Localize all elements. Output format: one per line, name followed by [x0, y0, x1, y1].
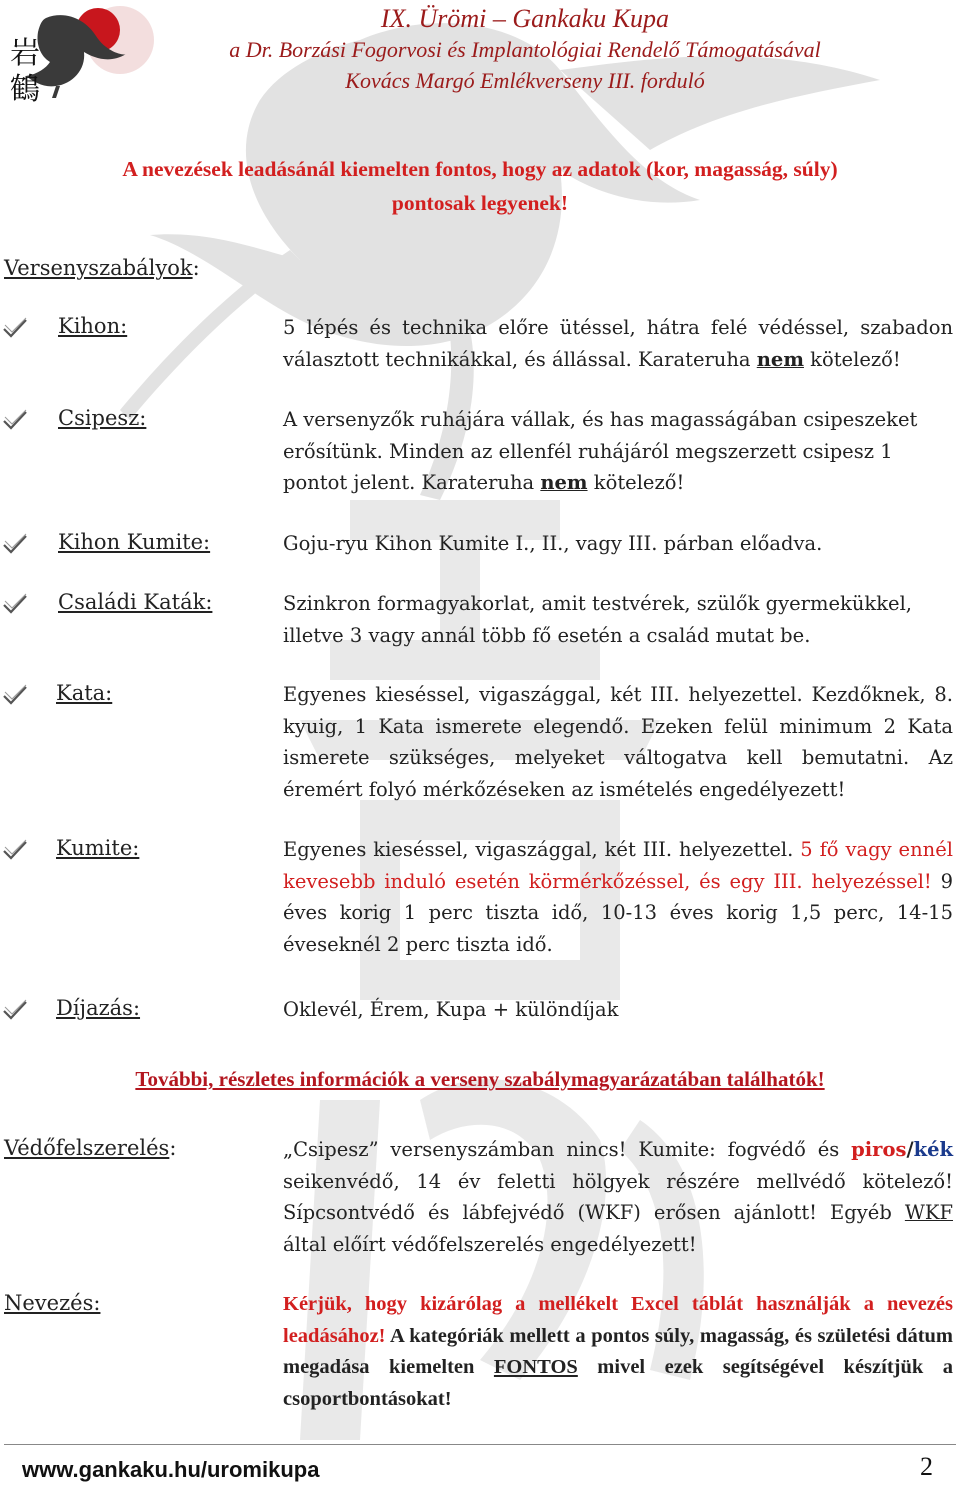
equipment-label-text: Védőfelszerelés [4, 1136, 170, 1160]
rule-text-kihon-main: 5 lépés és technika előre ütéssel, hátra felé védéssel, szabadon választott technikákkal, és állással. Karateruha [283, 316, 953, 371]
equipment-wkf: WKF [904, 1201, 953, 1224]
equipment-text-2: seikenvédő, 14 év feletti hölgyek részére mellvédő kötelező! Sípcsontvédő és lábfejvédő (WKF) erősen ajánlott! Egyéb [283, 1169, 953, 1224]
footer-divider [4, 1444, 956, 1445]
rules-heading [4, 256, 200, 280]
logo-char-2: 鶴 [10, 72, 40, 107]
rule-label-kihon: Kihon: [58, 314, 128, 338]
entry-text-red: Kérjük, hogy kizárólag a mellékelt Excel táblát használják a nevezés leadásához! [283, 1293, 953, 1347]
entry-text [283, 1289, 953, 1415]
rule-text-kihon-kumite: Goju-ryu Kihon Kumite I., II., vagy III. párban előadva. [283, 532, 823, 555]
check-icon [2, 593, 28, 615]
rule-label-kumite: Kumite: [56, 836, 140, 860]
equipment-label-colon: : [169, 1136, 177, 1160]
entry-text-bold-2: mivel ezek segítségével készítjük a csoportbontásokat! [283, 1356, 954, 1410]
rule-text-dijazas: Oklevél, Érem, Kupa + különdíjak [283, 998, 619, 1021]
more-info-note: További, részletes információk a verseny szabálymagyarázatában találhatók! [135, 1067, 825, 1091]
check-icon [2, 684, 28, 706]
rule-text-kumite [283, 834, 953, 960]
equipment-text-3: által előírt védőfelszerelés engedélyezett! [283, 1232, 697, 1256]
rule-text-kihon-nem: nem [756, 347, 804, 371]
rules-heading-colon: : [192, 256, 200, 280]
entry-text-fontos: FONTOS [493, 1356, 578, 1378]
rule-label-kihon-kumite: Kihon Kumite: [58, 530, 211, 554]
entry-label: Nevezés: [4, 1291, 101, 1315]
header-title: IX. Ürömi – Gankaku Kupa [380, 4, 670, 33]
check-icon [2, 839, 28, 861]
rule-label-dijazas: Díjazás: [56, 996, 141, 1020]
rule-text-kumite-after: 9 éves korig 1 perc tiszta idő, 10-13 éves korig 1,5 perc, 14-15 éveseknél 2 perc tiszta idő. [283, 869, 954, 956]
header-subtitle: a Dr. Borzási Fogorvosi és Implantológiai Rendelő Támogatásával [229, 37, 821, 62]
equipment-text [283, 1134, 953, 1260]
rule-text-kumite-main: Egyenes kieséssel, vigaszággal, két III. helyezettel. [283, 838, 794, 861]
notice-line-1: A nevezések leadásánál kiemelten fontos, hogy az adatok (kor, magasság, súly) [122, 157, 838, 181]
page-number: 2 [920, 1452, 933, 1481]
rule-text-csaladi-katak: Szinkron formagyakorlat, amit testvérek, szülők gyermekükkel, illetve 3 vagy annál több fő esetén a család mutat be. [283, 592, 912, 647]
equipment-slash: / [906, 1138, 914, 1161]
equipment-label [4, 1136, 176, 1160]
rule-text-csipesz-after: kötelező! [587, 471, 685, 494]
rule-text-csipesz-main: A versenyzők ruhájára vállak, és has magasságában csipeszeket erősítünk. Minden az ellenfél ruhájáról megszerzett csipesz 1 pontot jelent. Karateruha [283, 408, 918, 494]
rule-label-csipesz: Csipesz: [58, 406, 147, 430]
rule-text-kata: Egyenes kieséssel, vigaszággal, két III. helyezettel. Kezdőknek, 8. kyuig, 1 Kata ismerete elegendő. Ezeken felül minimum 2 Kata ismerete szükséges, melyeket váltogatva kell bemutatni. Az éremért folyó mérkőzéseken az ismételés engedélyezett! [283, 683, 953, 801]
rule-text-kumite-red: 5 fő vagy ennél kevesebb induló esetén körmérkőzéssel, és egy III. helyezéssel! [283, 838, 953, 893]
check-icon [2, 999, 28, 1021]
notice-line-2: pontosak legyenek! [391, 191, 569, 215]
footer-url[interactable]: www.gankaku.hu/uromikupa [22, 1457, 320, 1482]
check-icon [2, 533, 28, 555]
rule-text-kihon [283, 312, 953, 375]
check-icon [2, 317, 28, 339]
header-event-name: Kovács Margó Emlékverseny III. forduló [345, 68, 705, 93]
rule-label-csaladi-katak: Családi Katák: [58, 590, 213, 614]
equipment-kek: kék [913, 1138, 953, 1161]
equipment-piros: piros [851, 1138, 907, 1161]
equipment-text-1: „Csipesz” versenyszámban nincs! Kumite: fogvédő és [283, 1138, 852, 1161]
logo-char-1: 岩 [10, 36, 40, 71]
rules-heading-text: Versenyszabályok [4, 256, 193, 280]
check-icon [2, 409, 28, 431]
entry-text-bold-1: A kategóriák mellett a pontos súly, magasság, és születési dátum megadása kiemelten [283, 1324, 953, 1378]
rule-label-kata: Kata: [56, 681, 113, 705]
rule-text-csipesz-nem: nem [540, 471, 588, 494]
rule-text-kihon-after: kötelező! [803, 347, 901, 371]
rule-text-csipesz [283, 404, 943, 499]
